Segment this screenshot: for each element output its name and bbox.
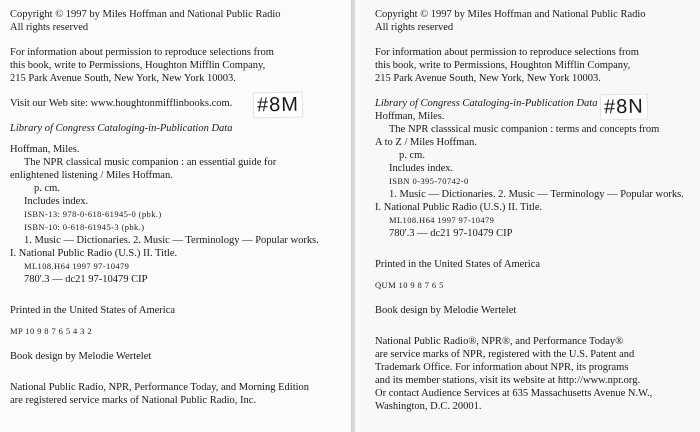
design-credit: Book design by Melodie Wertelet	[10, 351, 152, 362]
cip-isbn13: ISBN-13: 978-0-618-61945-0 (pbk.)	[24, 209, 162, 219]
cip-class: ML108.H64 1997 97-10479	[389, 215, 495, 225]
copyright-line: Copyright © 1997 by Miles Hoffman and National Public Radio	[10, 9, 281, 20]
print-line: QUM 10 9 8 7 6 5	[375, 280, 444, 290]
handwritten-label: #8M	[253, 92, 303, 119]
cip-record	[10, 143, 345, 286]
cip-subjects: 1. Music — Dictionaries. 2. Music — Terminology — Popular works.	[389, 189, 684, 200]
cip-dewey: 780'.3 — dc21 97-10479 CIP	[24, 274, 148, 285]
cip-subjects: I. National Public Radio (U.S.) II. Title.	[375, 202, 543, 213]
permission-notice	[10, 46, 345, 85]
cip-title: The NPR classsical music companion : terms and concepts from	[389, 124, 660, 135]
cip-heading: Library of Congress Cataloging-in-Publication Data	[10, 123, 233, 134]
permission-line: 215 Park Avenue South, New York, New York 10003.	[375, 73, 601, 84]
printed-line: Printed in the United States of America	[375, 259, 541, 270]
copyright-line: Copyright © 1997 by Miles Hoffman and National Public Radio	[375, 9, 646, 20]
cip-title: enlightened listening / Miles Hoffman.	[10, 170, 173, 181]
copyright-notice	[10, 8, 345, 34]
design-credit: Book design by Melodie Wertelet	[375, 305, 517, 316]
trademark-notice: National Public Radio®, NPR®, and Performance Today® are service marks of NPR, registered with the U.S. Patent and Trademark Office. For information about NPR, its programs and its member stations, visit its website at http://www.npr.org. Or contact Audience Services at 635 Massachusetts Avenue N.W., Washington, D.C. 20001.	[375, 336, 653, 412]
cip-author: Hoffman, Miles.	[10, 144, 80, 155]
rights-line: All rights reserved	[375, 22, 454, 33]
cip-pages: p. cm.	[34, 183, 60, 194]
cip-title: A to Z / Miles Hoffman.	[375, 137, 477, 148]
cip-subjects: I. National Public Radio (U.S.) II. Title.	[10, 248, 178, 259]
rights-line: All rights reserved	[10, 22, 89, 33]
cip-class: ML108.H64 1997 97-10479	[24, 261, 130, 271]
cip-record	[375, 110, 694, 240]
permission-notice	[375, 46, 694, 85]
permission-line: For information about permission to reproduce selections from	[375, 47, 639, 58]
copyright-notice	[375, 8, 694, 34]
cip-subjects: 1. Music — Dictionaries. 2. Music — Terminology — Popular works.	[24, 235, 319, 246]
website-line: Visit our Web site: www.houghtonmifflinbooks.com.	[10, 98, 233, 109]
handwritten-label: #8N	[600, 94, 648, 121]
permission-line: For information about permission to reproduce selections from	[10, 47, 274, 58]
cip-index: Includes index.	[389, 163, 454, 174]
permission-line: this book, write to Permissions, Houghton Mifflin Company,	[10, 60, 266, 71]
cip-author: Hoffman, Miles.	[375, 111, 445, 122]
cip-dewey: 780'.3 — dc21 97-10479 CIP	[389, 228, 513, 239]
cip-isbn: ISBN 0-395-70742-0	[389, 176, 469, 186]
cip-pages: p. cm.	[399, 150, 425, 161]
trademark-notice: National Public Radio, NPR, Performance Today, and Morning Edition are registered service marks of National Public Radio, Inc.	[10, 382, 310, 406]
print-line: MP 10 9 8 7 6 5 4 3 2	[10, 326, 92, 336]
permission-line: this book, write to Permissions, Houghton Mifflin Company,	[375, 60, 631, 71]
permission-line: 215 Park Avenue South, New York, New York 10003.	[10, 73, 236, 84]
cip-index: Includes index.	[24, 196, 89, 207]
cip-heading: Library of Congress Cataloging-in-Publication Data	[375, 98, 598, 109]
cip-title: The NPR classical music companion : an essential guide for	[24, 157, 277, 168]
right-copyright-page	[355, 0, 700, 432]
printed-line: Printed in the United States of America	[10, 305, 176, 316]
cip-isbn10: ISBN-10: 0-618-61945-3 (pbk.)	[24, 222, 145, 232]
